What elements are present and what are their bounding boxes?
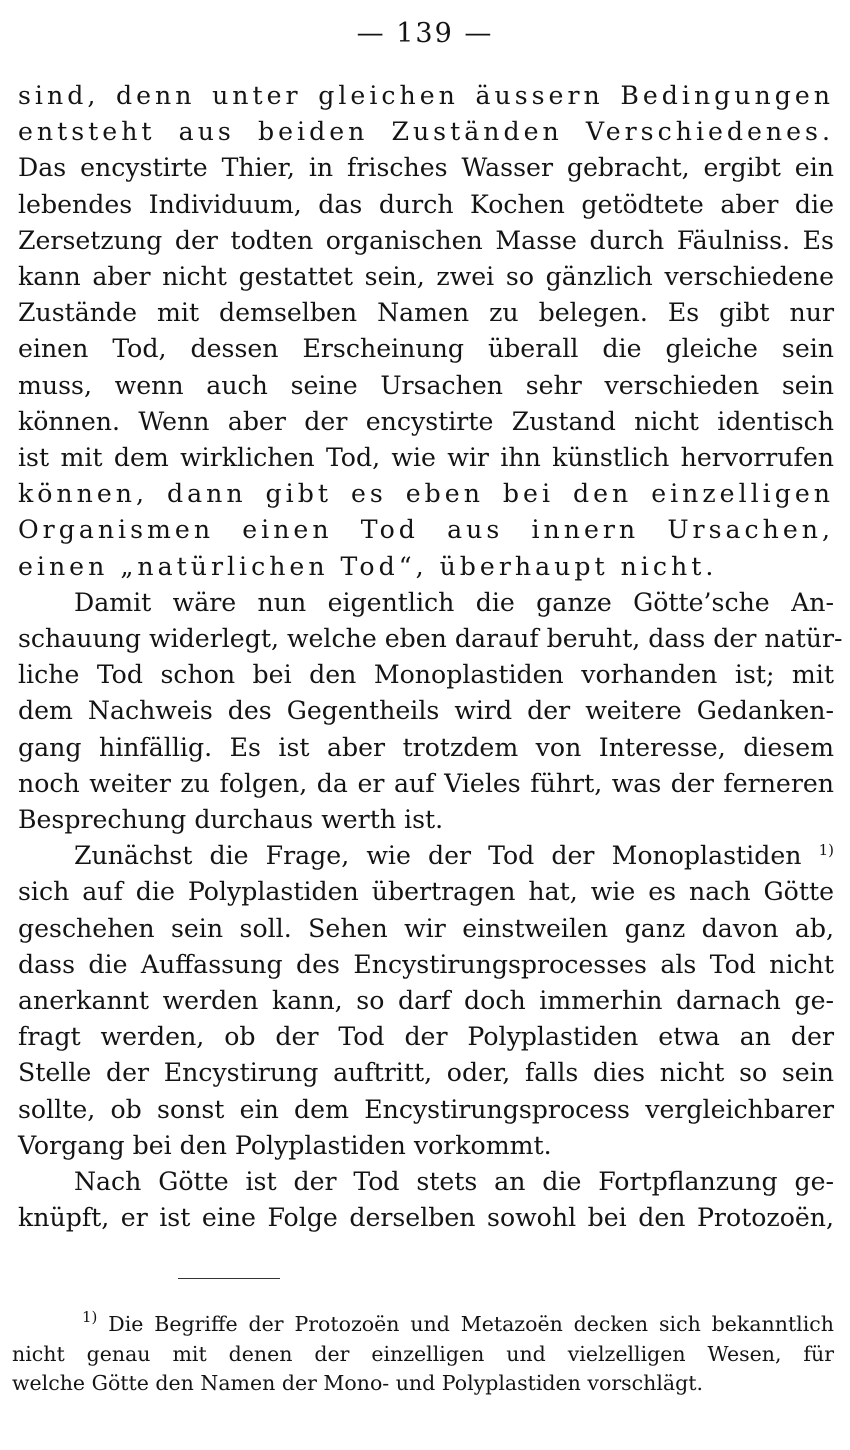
- text-line: noch weiter zu folgen, da er auf Vieles führt, was der ferneren: [18, 768, 834, 798]
- text-line: dem Nachweis des Gegentheils wird der weitere Gedanken-: [18, 696, 834, 726]
- text-line: lebendes Individuum, das durch Kochen getödtete aber die: [18, 189, 834, 219]
- text-line: anerkannt werden kann, so darf doch immerhin darnach ge-: [18, 986, 834, 1016]
- text-line: Das encystirte Thier, in frisches Wasser gebracht, ergibt ein: [18, 153, 834, 183]
- footnote-separator: [178, 1278, 280, 1279]
- text-line: kann aber nicht gestattet sein, zwei so gänzlich verschiedene: [18, 262, 834, 292]
- text-line: geschehen sein soll. Sehen wir einstweilen ganz davon ab,: [18, 913, 834, 943]
- text-line: Besprechung durchaus werth ist.: [18, 805, 444, 835]
- text-line: schauung widerlegt, welche eben darauf beruht, dass der natür-: [18, 624, 843, 654]
- text-line: liche Tod schon bei den Monoplastiden vorhanden ist; mit: [18, 660, 834, 690]
- text-line: entsteht aus beiden Zuständen Verschiedenes.: [18, 117, 834, 147]
- text-line: Nach Götte ist der Tod stets an die Fortpflanzung ge-: [74, 1167, 834, 1197]
- text-line: können. Wenn aber der encystirte Zustand nicht identisch: [18, 406, 834, 436]
- footnote-line-text: Die Begriffe der Protozoën und Metazoën decken sich bekanntlich: [108, 1312, 834, 1336]
- main-text: [18, 78, 843, 1237]
- text-line: dass die Auffassung des Encystirungsprocesses als Tod nicht: [18, 949, 834, 979]
- footnote-marker: 1): [82, 1308, 98, 1326]
- footnote: [12, 1310, 834, 1399]
- text-line-text: Zunächst die Frage, wie der Tod der Monoplastiden: [74, 841, 802, 871]
- text-line: Vorgang bei den Polyplastiden vorkommt.: [18, 1130, 552, 1160]
- page-number: — 139 —: [356, 18, 494, 49]
- text-line: gang hinfällig. Es ist aber trotzdem von Interesse, diesem: [18, 732, 834, 762]
- text-line: Zersetzung der todten organischen Masse durch Fäulniss. Es: [18, 225, 834, 255]
- text-line: sind, denn unter gleichen äussern Bedingungen: [18, 81, 834, 110]
- text-line: einen „natürlichen Tod“, überhaupt nicht.: [18, 551, 718, 581]
- text-line: fragt werden, ob der Tod der Polyplastiden etwa an der: [18, 1022, 834, 1052]
- footnote-line: [12, 1310, 834, 1340]
- footnote-reference: 1): [818, 841, 834, 860]
- footnote-line: nicht genau mit denen der einzelligen und vielzelligen Wesen, für: [12, 1341, 834, 1366]
- text-line: Organismen einen Tod aus innern Ursachen,: [18, 515, 834, 545]
- text-line: einen Tod, dessen Erscheinung überall die gleiche sein: [18, 334, 834, 364]
- text-line: ist mit dem wirklichen Tod, wie wir ihn künstlich hervorrufen: [18, 443, 834, 473]
- text-line: muss, wenn auch seine Ursachen sehr verschieden sein: [18, 370, 834, 400]
- footnote-line: welche Götte den Namen der Mono- und Polyplastiden vorschlägt.: [12, 1371, 703, 1395]
- text-line: sollte, ob sonst ein dem Encystirungsprocess vergleichbarer: [18, 1094, 834, 1124]
- text-line: Zustände mit demselben Namen zu belegen. Es gibt nur: [18, 298, 834, 328]
- text-line: können, dann gibt es eben bei den einzelligen: [18, 479, 834, 509]
- text-line: sich auf die Polyplastiden übertragen hat, wie es nach Götte: [18, 877, 834, 907]
- text-line-with-footnote-ref: [18, 838, 834, 874]
- text-line: Damit wäre nun eigentlich die ganze Götte’sche An-: [74, 587, 834, 617]
- text-line: Stelle der Encystirung auftritt, oder, falls dies nicht so sein: [18, 1058, 834, 1088]
- text-line: knüpft, er ist eine Folge derselben sowohl bei den Protozoën,: [18, 1203, 834, 1233]
